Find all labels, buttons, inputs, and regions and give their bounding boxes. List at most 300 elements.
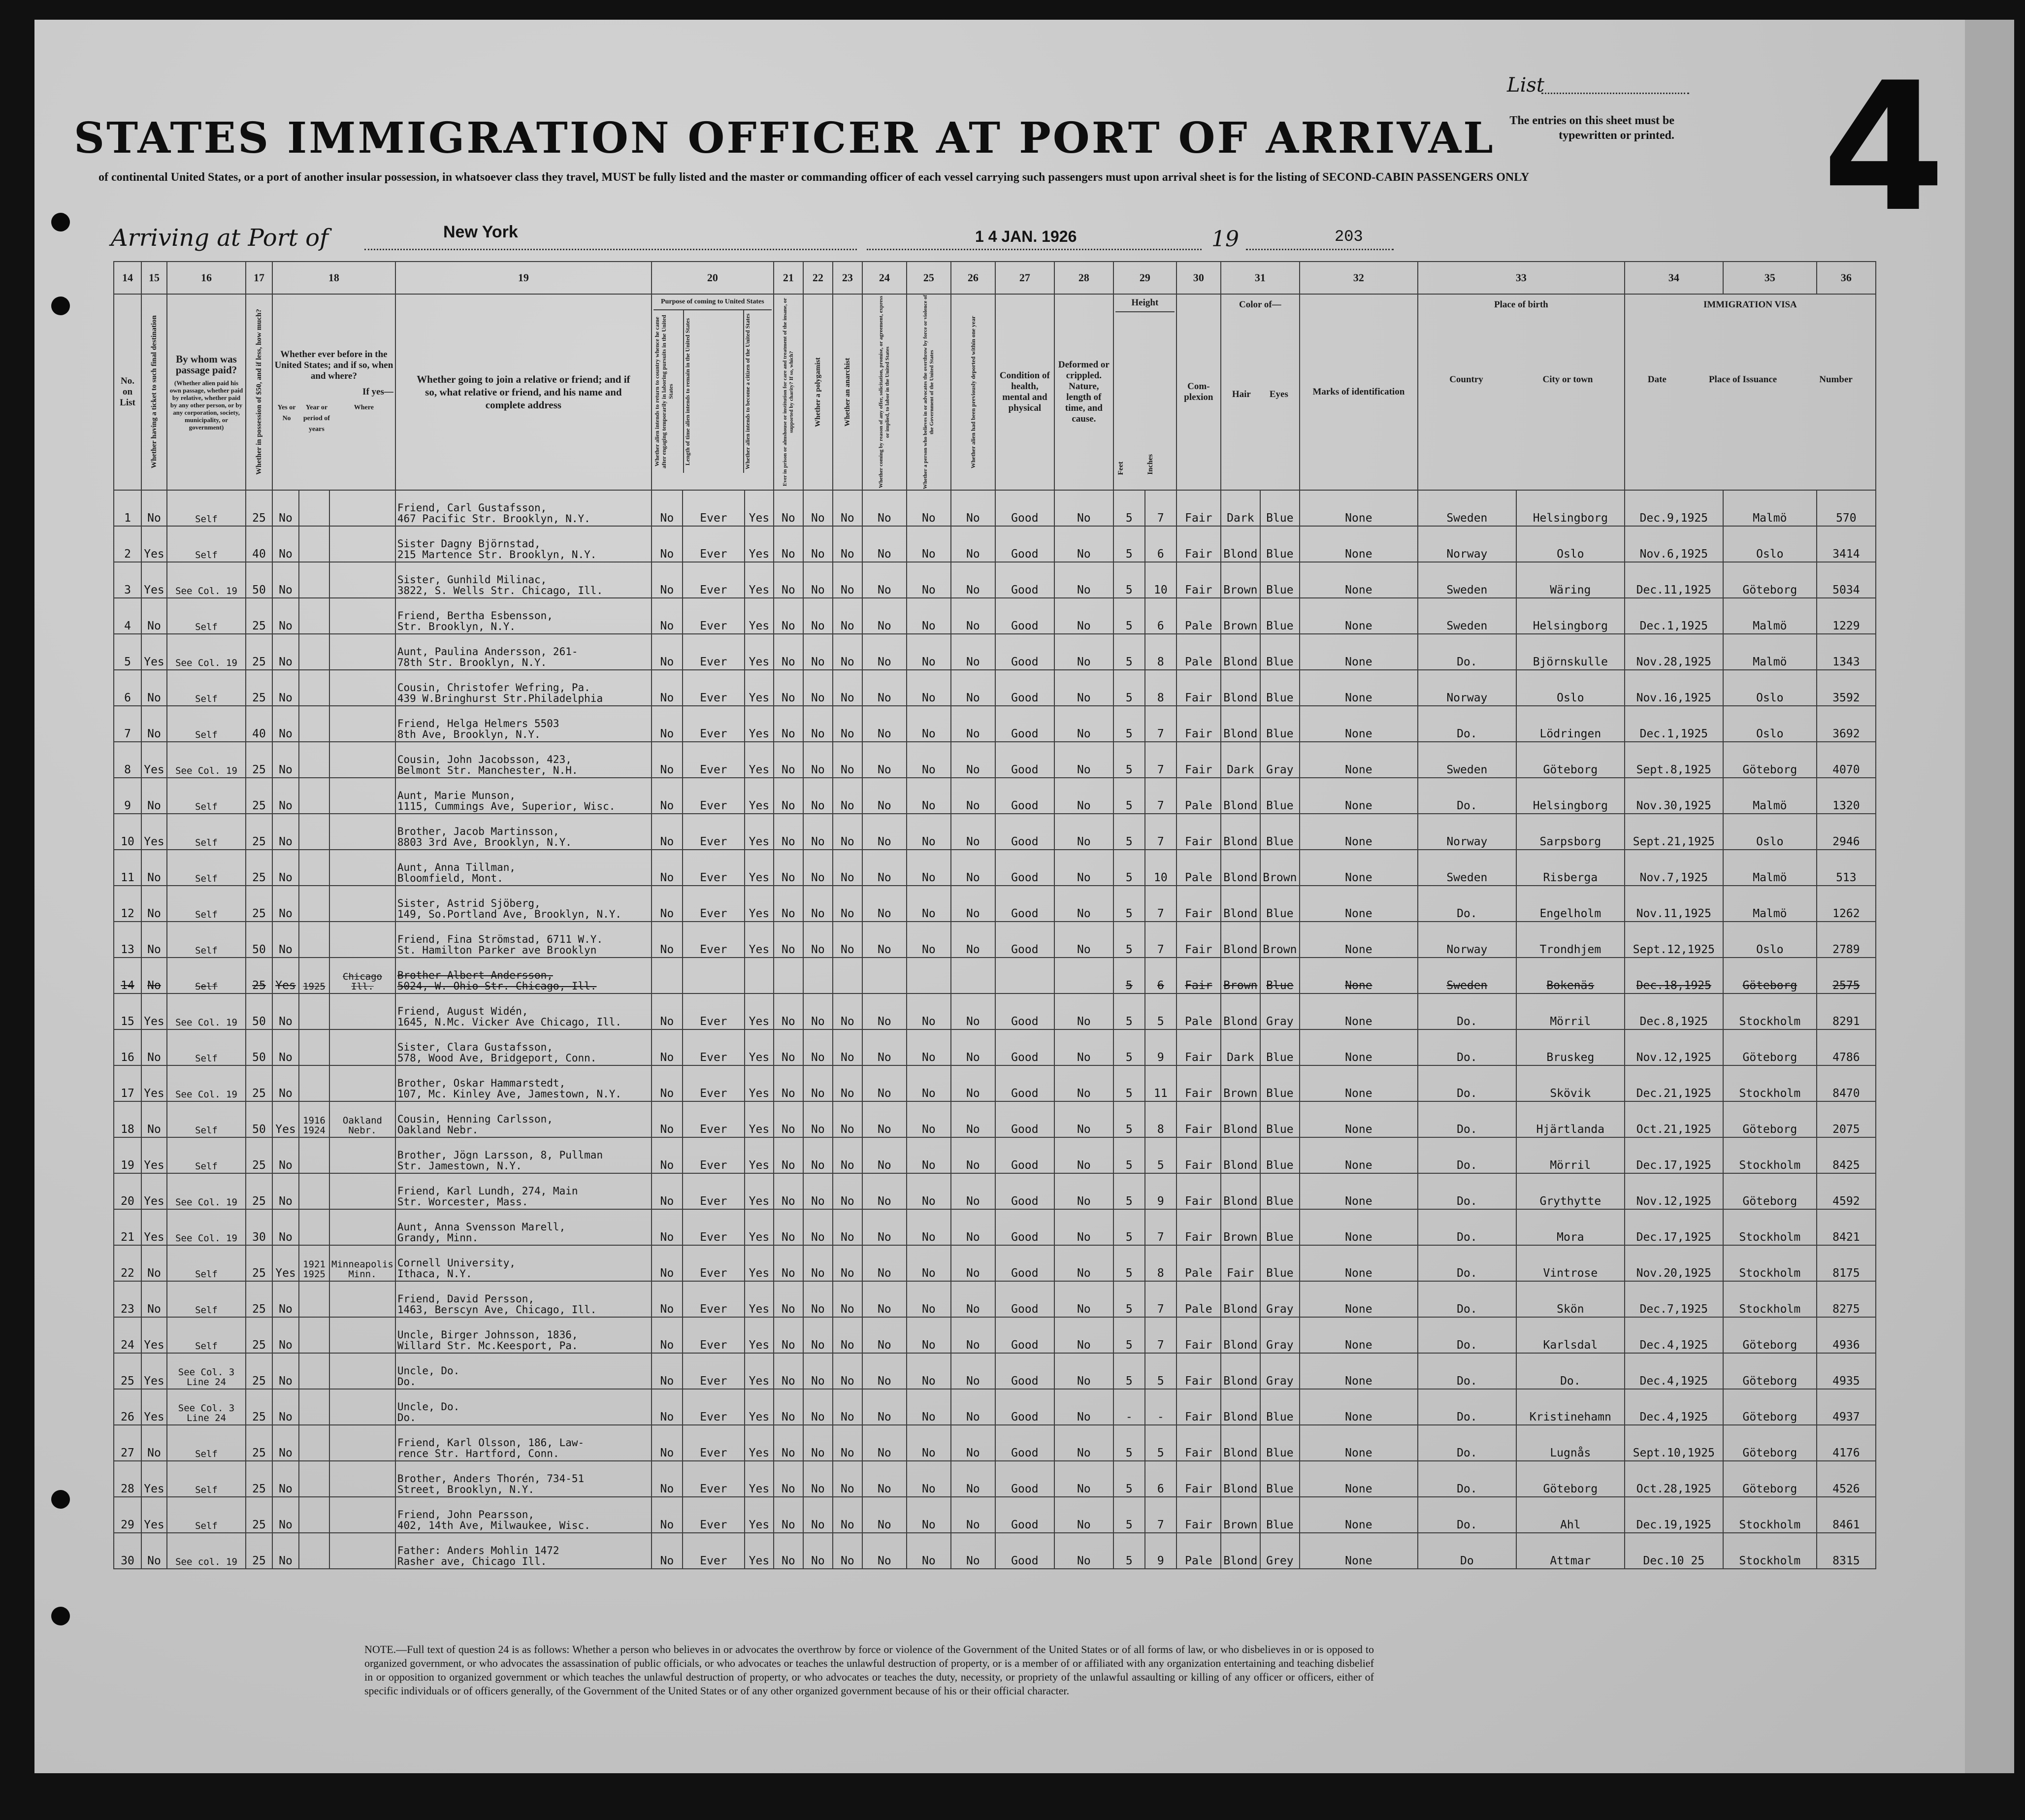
relative-name: Cousin, John Jacobsson, 423,	[397, 754, 572, 765]
citizen-cell: Yes	[745, 1065, 774, 1101]
feet-cell: 5	[1113, 1245, 1145, 1281]
relative-address: 149, So.Portland Ave, Brooklyn, N.Y.	[397, 908, 622, 920]
relative-name: Cousin, Christofer Wefring, Pa.	[397, 682, 590, 694]
colnum: 15	[141, 262, 167, 294]
city-cell: Helsingborg	[1516, 490, 1625, 526]
eyes-cell: Brown	[1260, 850, 1300, 886]
anarchist-cell: No	[833, 490, 862, 526]
money-cell: 25	[246, 1245, 272, 1281]
row-number: 22	[114, 1245, 141, 1281]
contract-cell: No	[862, 1281, 907, 1317]
hair-cell: Brown	[1221, 562, 1260, 598]
prison-cell: No	[774, 1173, 803, 1209]
ever-before-cell: No	[272, 1425, 299, 1461]
year-cell	[299, 1497, 329, 1533]
city-cell: Oslo	[1516, 670, 1625, 706]
visa-number-cell: 8470	[1817, 1065, 1876, 1101]
colnum: 22	[803, 262, 833, 294]
polygamist-cell: No	[803, 886, 833, 922]
visa-date-cell: Nov.12,1925	[1625, 1173, 1723, 1209]
deported-cell	[951, 958, 995, 993]
inches-cell: 10	[1145, 850, 1176, 886]
hdr-height	[1113, 294, 1176, 490]
inches-cell: 9	[1145, 1173, 1176, 1209]
money-cell: 25	[246, 1317, 272, 1353]
length-cell: Ever	[683, 562, 745, 598]
money-cell: 25	[246, 850, 272, 886]
contract-cell: No	[862, 1497, 907, 1533]
money-cell: 40	[246, 706, 272, 742]
relative-cell	[395, 1353, 652, 1389]
polygamist-cell: No	[803, 1065, 833, 1101]
ever-before-cell: No	[272, 778, 299, 814]
ever-before-cell: No	[272, 490, 299, 526]
visa-date-cell: Dec.4,1925	[1625, 1317, 1723, 1353]
deported-cell: No	[951, 1029, 995, 1065]
feet-cell: 5	[1113, 1497, 1145, 1533]
where-cell	[329, 1137, 395, 1173]
row-number: 8	[114, 742, 141, 778]
visa-number-cell: 8315	[1817, 1533, 1876, 1569]
row-number: 28	[114, 1461, 141, 1497]
table-row	[114, 922, 1876, 958]
money-cell: 25	[246, 778, 272, 814]
prison-cell: No	[774, 634, 803, 670]
anarchist-cell: No	[833, 526, 862, 562]
table-row	[114, 526, 1876, 562]
arriving-label: Arriving at Port of	[111, 224, 328, 252]
binder-hole	[51, 1607, 70, 1625]
visa-place-cell: Malmö	[1723, 634, 1817, 670]
return-cell: No	[652, 742, 683, 778]
marks-cell: None	[1300, 1029, 1418, 1065]
relative-cell	[395, 1065, 652, 1101]
ticket-cell: No	[141, 922, 167, 958]
contract-cell: No	[862, 1209, 907, 1245]
year-cell	[299, 1389, 329, 1425]
deformed-cell: No	[1054, 993, 1113, 1029]
row-number: 29	[114, 1497, 141, 1533]
year-line	[1246, 249, 1394, 250]
polygamist-cell: No	[803, 778, 833, 814]
money-cell: 25	[246, 814, 272, 850]
q24-cell: No	[907, 706, 951, 742]
hair-cell: Blond	[1221, 1353, 1260, 1389]
condition-cell: Good	[995, 1317, 1054, 1353]
row-number: 16	[114, 1029, 141, 1065]
visa-place-cell: Göteborg	[1723, 1173, 1817, 1209]
deported-cell: No	[951, 670, 995, 706]
paid-by-cell: Self	[167, 1497, 246, 1533]
ticket-cell: No	[141, 490, 167, 526]
ticket-cell: No	[141, 1425, 167, 1461]
ticket-cell: Yes	[141, 814, 167, 850]
ever-before-cell: No	[272, 526, 299, 562]
q24-cell: No	[907, 778, 951, 814]
table-row	[114, 598, 1876, 634]
q24-cell: No	[907, 1425, 951, 1461]
anarchist-cell: No	[833, 598, 862, 634]
money-cell: 25	[246, 670, 272, 706]
city-cell: Sarpsborg	[1516, 814, 1625, 850]
marks-cell: None	[1300, 562, 1418, 598]
relative-name: Friend, Carl Gustafsson,	[397, 502, 547, 514]
prison-cell: No	[774, 1425, 803, 1461]
ever-before-cell: No	[272, 1029, 299, 1065]
hdr-visa-date: Date	[1647, 374, 1666, 385]
ticket-cell: No	[141, 1245, 167, 1281]
hdr-if-yes: If yes—	[362, 387, 393, 397]
contract-cell: No	[862, 778, 907, 814]
length-cell: Ever	[683, 814, 745, 850]
year-cell	[299, 1353, 329, 1389]
q24-cell	[907, 958, 951, 993]
relative-cell	[395, 886, 652, 922]
relative-address: 467 Pacific Str. Brooklyn, N.Y.	[397, 513, 590, 525]
complexion-cell: Fair	[1176, 742, 1221, 778]
ever-before-cell: No	[272, 562, 299, 598]
visa-number-cell: 8275	[1817, 1281, 1876, 1317]
anarchist-cell: No	[833, 670, 862, 706]
citizen-cell: Yes	[745, 778, 774, 814]
where-cell	[329, 1317, 395, 1353]
row-number: 6	[114, 670, 141, 706]
hair-cell: Blond	[1221, 1281, 1260, 1317]
eyes-cell: Blue	[1260, 1425, 1300, 1461]
hair-cell: Brown	[1221, 958, 1260, 993]
contract-cell: No	[862, 670, 907, 706]
relative-name: Aunt, Paulina Andersson, 261-	[397, 646, 578, 658]
ever-before-cell: Yes	[272, 958, 299, 993]
relative-name: Friend, August Widén,	[397, 1005, 528, 1017]
deported-cell: No	[951, 922, 995, 958]
paid-by-cell: Self	[167, 598, 246, 634]
hdr-complexion: Com-plexion	[1176, 294, 1221, 490]
deported-cell: No	[951, 562, 995, 598]
eyes-cell: Blue	[1260, 706, 1300, 742]
eyes-cell: Blue	[1260, 1101, 1300, 1137]
year-cell	[299, 922, 329, 958]
inches-cell: 7	[1145, 886, 1176, 922]
hdr-q24: Whether a person who believes in or advocates the overthrow by force or violence of the Government of the United States	[907, 294, 951, 490]
q24-cell: No	[907, 886, 951, 922]
eyes-cell: Grey	[1260, 1533, 1300, 1569]
relative-name: Brother, Jacob Martinsson,	[397, 826, 559, 837]
polygamist-cell: No	[803, 1533, 833, 1569]
visa-number-cell: 4786	[1817, 1029, 1876, 1065]
q24-cell: No	[907, 1317, 951, 1353]
paid-by-cell: Self	[167, 814, 246, 850]
visa-number-cell: 8291	[1817, 993, 1876, 1029]
money-cell: 25	[246, 1461, 272, 1497]
return-cell: No	[652, 850, 683, 886]
paid-by-cell: Self	[167, 958, 246, 993]
row-number: 18	[114, 1101, 141, 1137]
deported-cell: No	[951, 1461, 995, 1497]
hdr-yes-no: Yes or No	[277, 404, 296, 422]
deported-cell: No	[951, 1101, 995, 1137]
ever-before-cell: Yes	[272, 1101, 299, 1137]
money-cell: 30	[246, 1209, 272, 1245]
polygamist-cell: No	[803, 1137, 833, 1173]
feet-cell: 5	[1113, 1101, 1145, 1137]
condition-cell: Good	[995, 1029, 1054, 1065]
relative-address: 107, Mc. Kinley Ave, Jamestown, N.Y.	[397, 1088, 622, 1100]
table-row	[114, 1029, 1876, 1065]
return-cell: No	[652, 1461, 683, 1497]
relative-cell	[395, 1317, 652, 1353]
relative-cell	[395, 742, 652, 778]
deported-cell: No	[951, 1353, 995, 1389]
deformed-cell: No	[1054, 1137, 1113, 1173]
length-cell: Ever	[683, 526, 745, 562]
eyes-cell: Blue	[1260, 1461, 1300, 1497]
visa-number-cell: 8425	[1817, 1137, 1876, 1173]
prison-cell: No	[774, 922, 803, 958]
paid-by-cell: Self	[167, 1029, 246, 1065]
page-title: STATES IMMIGRATION OFFICER AT PORT OF ARRIVAL	[74, 113, 1495, 163]
hair-cell: Blond	[1221, 670, 1260, 706]
prison-cell: No	[774, 526, 803, 562]
hdr-visa-title: IMMIGRATION VISA	[1703, 299, 1797, 310]
where-cell	[329, 1389, 395, 1425]
length-cell: Ever	[683, 1317, 745, 1353]
relative-address: 78th Str. Brooklyn, N.Y.	[397, 657, 547, 668]
eyes-cell: Blue	[1260, 778, 1300, 814]
paid-by-cell: Self	[167, 490, 246, 526]
ever-before-cell: No	[272, 1065, 299, 1101]
citizen-cell: Yes	[745, 598, 774, 634]
year-cell: 1921 1925	[299, 1245, 329, 1281]
anarchist-cell: No	[833, 1209, 862, 1245]
country-cell: Do.	[1418, 886, 1516, 922]
ever-before-cell: No	[272, 1209, 299, 1245]
relative-name: Aunt, Anna Svensson Marell,	[397, 1221, 566, 1233]
relative-name: Sister, Gunhild Milinac,	[397, 574, 547, 586]
relative-name: Cornell University,	[397, 1257, 516, 1269]
deformed-cell: No	[1054, 670, 1113, 706]
row-number: 15	[114, 993, 141, 1029]
marks-cell: None	[1300, 1209, 1418, 1245]
hdr-purpose-return: Whether alien intends to return to country whence he came after engaging temporarily in laboring pursuits in the United States	[653, 310, 684, 473]
prison-cell: No	[774, 1533, 803, 1569]
citizen-cell: Yes	[745, 1425, 774, 1461]
eyes-cell: Blue	[1260, 598, 1300, 634]
relative-cell	[395, 778, 652, 814]
visa-date-cell: Nov.7,1925	[1625, 850, 1723, 886]
marks-cell: None	[1300, 598, 1418, 634]
hdr-marks: Marks of identification	[1300, 294, 1418, 490]
deported-cell: No	[951, 634, 995, 670]
relative-address: Bloomfield, Mont.	[397, 872, 503, 884]
prison-cell: No	[774, 1137, 803, 1173]
ticket-cell: No	[141, 850, 167, 886]
table-row	[114, 1137, 1876, 1173]
hair-cell: Blond	[1221, 1389, 1260, 1425]
year-cell	[299, 526, 329, 562]
year-cell	[299, 1209, 329, 1245]
hair-cell: Blond	[1221, 706, 1260, 742]
length-cell: Ever	[683, 1209, 745, 1245]
feet-cell: 5	[1113, 670, 1145, 706]
marks-cell: None	[1300, 814, 1418, 850]
relative-address: Str. Worcester, Mass.	[397, 1196, 528, 1208]
feet-cell: 5	[1113, 1533, 1145, 1569]
feet-cell: 5	[1113, 1029, 1145, 1065]
anarchist-cell: No	[833, 886, 862, 922]
complexion-cell: Fair	[1176, 670, 1221, 706]
table-row	[114, 1317, 1876, 1353]
q24-cell: No	[907, 850, 951, 886]
inches-cell: 8	[1145, 1245, 1176, 1281]
deported-cell: No	[951, 1065, 995, 1101]
contract-cell: No	[862, 742, 907, 778]
deformed-cell: No	[1054, 886, 1113, 922]
condition-cell: Good	[995, 1461, 1054, 1497]
hdr-prison: Ever in prison or almshouse or institution for care and treatment of the insane, or supported by charity? If so, which?	[774, 294, 803, 490]
visa-number-cell: 1229	[1817, 598, 1876, 634]
relative-address: Street, Brooklyn, N.Y.	[397, 1484, 535, 1495]
country-cell: Do.	[1418, 1317, 1516, 1353]
where-cell	[329, 778, 395, 814]
return-cell: No	[652, 778, 683, 814]
visa-place-cell: Göteborg	[1723, 742, 1817, 778]
condition-cell: Good	[995, 706, 1054, 742]
inches-cell: 11	[1145, 1065, 1176, 1101]
return-cell: No	[652, 706, 683, 742]
country-cell: Do.	[1418, 1137, 1516, 1173]
condition-cell: Good	[995, 562, 1054, 598]
visa-number-cell: 1262	[1817, 886, 1876, 922]
citizen-cell: Yes	[745, 742, 774, 778]
deported-cell: No	[951, 1137, 995, 1173]
length-cell: Ever	[683, 922, 745, 958]
port-value: New York	[443, 223, 518, 241]
colnum: 32	[1300, 262, 1418, 294]
length-cell: Ever	[683, 1029, 745, 1065]
visa-date-cell: Dec.4,1925	[1625, 1389, 1723, 1425]
row-number: 3	[114, 562, 141, 598]
polygamist-cell: No	[803, 1389, 833, 1425]
hdr-ever-before	[272, 294, 395, 490]
visa-number-cell: 570	[1817, 490, 1876, 526]
country-cell: Norway	[1418, 670, 1516, 706]
deformed-cell: No	[1054, 922, 1113, 958]
hdr-visa-number: Number	[1819, 374, 1853, 385]
ever-before-cell: No	[272, 706, 299, 742]
complexion-cell: Fair	[1176, 526, 1221, 562]
ticket-cell: Yes	[141, 1173, 167, 1209]
visa-date-cell: Nov.6,1925	[1625, 526, 1723, 562]
table-row	[114, 1209, 1876, 1245]
row-number: 9	[114, 778, 141, 814]
prison-cell: No	[774, 778, 803, 814]
relative-cell	[395, 1389, 652, 1425]
condition-cell: Good	[995, 1425, 1054, 1461]
colnum: 26	[951, 262, 995, 294]
relative-address: Rasher ave, Chicago Ill.	[397, 1555, 547, 1567]
inches-cell: 7	[1145, 742, 1176, 778]
eyes-cell: Blue	[1260, 634, 1300, 670]
prison-cell: No	[774, 706, 803, 742]
hdr-hair: Hair	[1232, 389, 1251, 399]
citizen-cell: Yes	[745, 886, 774, 922]
hdr-contract: Whether coming by reason of any offer, solicitation, promise, or agreement, express or implied, to labor in the United States	[862, 294, 907, 490]
visa-place-cell: Göteborg	[1723, 958, 1817, 993]
deformed-cell: No	[1054, 1317, 1113, 1353]
country-cell: Do.	[1418, 1389, 1516, 1425]
eyes-cell: Blue	[1260, 814, 1300, 850]
complexion-cell: Fair	[1176, 958, 1221, 993]
money-cell: 25	[246, 490, 272, 526]
relative-address: Str. Jamestown, N.Y.	[397, 1160, 522, 1172]
colnum: 29	[1113, 262, 1176, 294]
hair-cell: Blond	[1221, 1101, 1260, 1137]
complexion-cell: Pale	[1176, 993, 1221, 1029]
return-cell: No	[652, 490, 683, 526]
hdr-year-period: Year or period of years	[303, 404, 330, 433]
where-cell	[329, 490, 395, 526]
row-number: 26	[114, 1389, 141, 1425]
eyes-cell: Blue	[1260, 1137, 1300, 1173]
feet-cell: 5	[1113, 850, 1145, 886]
complexion-cell: Fair	[1176, 1317, 1221, 1353]
paid-by-cell: See Col. 19	[167, 1065, 246, 1101]
city-cell: Bruskeg	[1516, 1029, 1625, 1065]
hair-cell: Brown	[1221, 1497, 1260, 1533]
hdr-paid-by-title: By whom was passage paid?	[175, 353, 237, 376]
year-cell	[299, 1533, 329, 1569]
relative-address: rence Str. Hartford, Conn.	[397, 1448, 559, 1459]
inches-cell: 6	[1145, 526, 1176, 562]
contract-cell: No	[862, 1245, 907, 1281]
prison-cell: No	[774, 1101, 803, 1137]
anarchist-cell: No	[833, 1245, 862, 1281]
deformed-cell: No	[1054, 490, 1113, 526]
hdr-eyes: Eyes	[1269, 389, 1288, 399]
visa-place-cell: Göteborg	[1723, 1353, 1817, 1389]
feet-cell: 5	[1113, 1065, 1145, 1101]
manifest-table	[113, 261, 1876, 1569]
prison-cell: No	[774, 1245, 803, 1281]
year-cell	[299, 1461, 329, 1497]
ship-number: 203	[1335, 228, 1363, 246]
deported-cell: No	[951, 1245, 995, 1281]
length-cell: Ever	[683, 993, 745, 1029]
country-cell: Do.	[1418, 1029, 1516, 1065]
hdr-purpose-citizen: Whether alien intends to become a citizen of the United States	[744, 313, 751, 470]
marks-cell: None	[1300, 778, 1418, 814]
relative-address: Do.	[397, 1376, 416, 1388]
q24-cell: No	[907, 1281, 951, 1317]
city-cell: Lugnås	[1516, 1425, 1625, 1461]
paid-by-cell: See Col. 19	[167, 634, 246, 670]
polygamist-cell: No	[803, 1461, 833, 1497]
visa-date-cell: Dec.17,1925	[1625, 1137, 1723, 1173]
visa-number-cell: 4935	[1817, 1353, 1876, 1389]
visa-place-cell: Malmö	[1723, 778, 1817, 814]
eyes-cell: Blue	[1260, 886, 1300, 922]
citizen-cell: Yes	[745, 1533, 774, 1569]
visa-date-cell: Dec.1,1925	[1625, 706, 1723, 742]
table-row	[114, 1389, 1876, 1425]
paid-by-cell: See col. 19	[167, 1533, 246, 1569]
table-row	[114, 706, 1876, 742]
ticket-cell: Yes	[141, 1353, 167, 1389]
polygamist-cell: No	[803, 850, 833, 886]
deformed-cell: No	[1054, 706, 1113, 742]
country-cell: Do.	[1418, 1065, 1516, 1101]
